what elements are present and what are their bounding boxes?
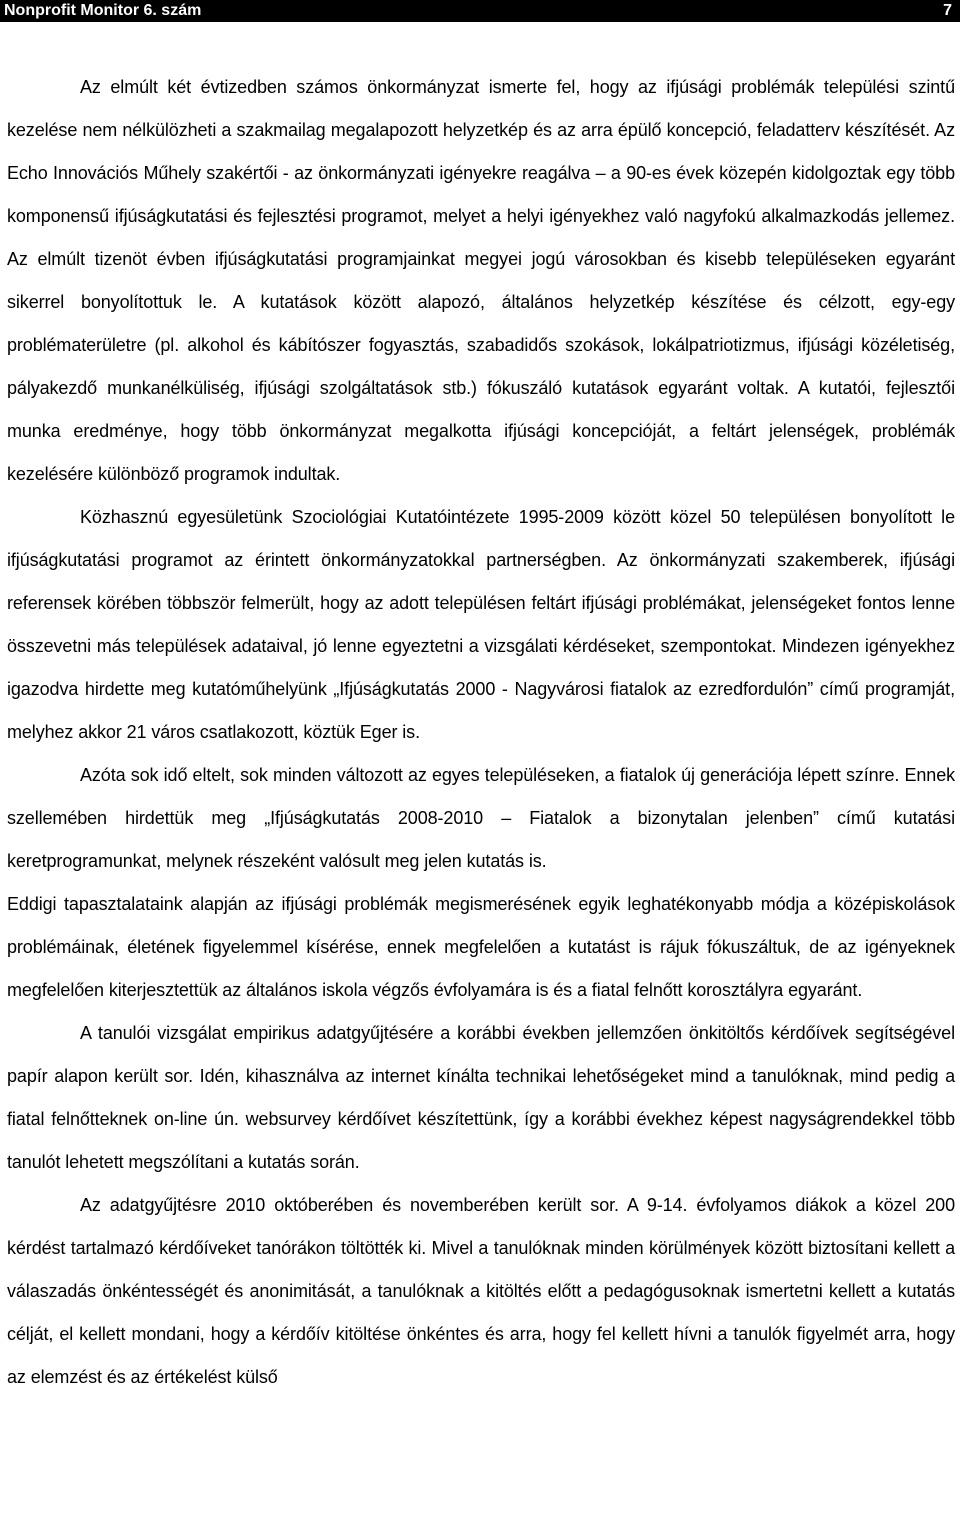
page-header <box>0 0 960 22</box>
paragraph: Azóta sok idő eltelt, sok minden változott az egyes településeken, a fiatalok új generációja lépett színre. Ennek szellemében hirdettük meg „Ifjúságkutatás 2008-2010 – Fiatalok a bizonytalan jelenben” című kutatási keretprogramunkat, melynek részeként valósult meg jelen kutatás is. <box>7 765 955 871</box>
paragraph: Eddigi tapasztalataink alapján az ifjúsági problémák megismerésének egyik leghatékonyabb módja a középiskolások problémáinak, életének figyelemmel kísérése, ennek megfelelően a kutatást is rájuk fókuszáltuk, de az igényeknek megfelelően kiterjesztettük az általános iskola végzős évfolyamára is és a fiatal felnőtt korosztályra egyaránt. <box>7 894 955 1000</box>
running-title: Nonprofit Monitor 6. szám <box>4 2 202 19</box>
paragraph: Közhasznú egyesületünk Szociológiai Kutatóintézete 1995-2009 között közel 50 településen bonyolított le ifjúságkutatási programot az érintett önkormányzatokkal partnerségben. Az önkormányzati szakemberek, ifjúsági referensek körében többször felmerült, hogy az adott településen feltárt ifjúsági problémákat, jelenségeket fontos lenne összevetni más települések adataival, jó lenne egyeztetni a vizsgálati kérdéseket, szempontokat. Mindezen igényekhez igazodva hirdette meg kutatóműhelyünk „Ifjúságkutatás 2000 - Nagyvárosi fiatalok az ezredfordulón” című programját, melyhez akkor 21 város csatlakozott, köztük Eger is. <box>7 507 955 742</box>
paragraph: Az elmúlt két évtizedben számos önkormányzat ismerte fel, hogy az ifjúsági problémák települési szintű kezelése nem nélkülözheti a szakmailag megalapozott helyzetkép és az arra épülő koncepció, feladatterv készítését. Az Echo Innovációs Műhely szakértői - az önkormányzati igényekre reagálva – a 90-es évek közepén kidolgoztak egy több komponensű ifjúságkutatási és fejlesztési programot, melyet a helyi igényekhez való nagyfokú alkalmazkodás jellemez. Az elmúlt tizenöt évben ifjúságkutatási programjainkat megyei jogú városokban és kisebb településeken egyaránt sikerrel bonyolítottuk le. A kutatások között alapozó, általános helyzetkép készítése és célzott, egy-egy problématerületre (pl. alkohol és kábítószer fogyasztás, szabadidős szokások, lokálpatriotizmus, ifjúsági közéletiség, pályakezdő munkanélküliség, ifjúsági szolgáltatások stb.) fókuszáló kutatások egyaránt voltak. A kutatói, fejlesztői munka eredménye, hogy több önkormányzat megalkotta ifjúsági koncepcióját, a feltárt jelenségek, problémák kezelésére különböző programok indultak. <box>7 77 955 484</box>
page-number: 7 <box>943 2 952 19</box>
paragraph: A tanulói vizsgálat empirikus adatgyűjtésére a korábbi években jellemzően önkitöltős kérdőívek segítségével papír alapon került sor. Idén, kihasználva az internet kínálta technikai lehetőségeket mind a tanulóknak, mind pedig a fiatal felnőtteknek on-line ún. websurvey kérdőívet készítettünk, így a korábbi évekhez képest nagyságrendekkel több tanulót lehetett megszólítani a kutatás során. <box>7 1023 955 1172</box>
body-text <box>7 66 955 1399</box>
paragraph: Az adatgyűjtésre 2010 októberében és novemberében került sor. A 9-14. évfolyamos diákok a közel 200 kérdést tartalmazó kérdőíveket tanórákon töltötték ki. Mivel a tanulóknak minden körülmények között biztosítani kellett a válaszadás önkéntességét és anonimitását, a tanulóknak a kitöltés előtt a pedagógusoknak ismertetni kellett a kutatás célját, el kellett mondani, hogy a kérdőív kitöltése önkéntes és arra, hogy fel kellett hívni a tanulók figyelmét arra, hogy az elemzést és az értékelést külső <box>7 1195 955 1387</box>
